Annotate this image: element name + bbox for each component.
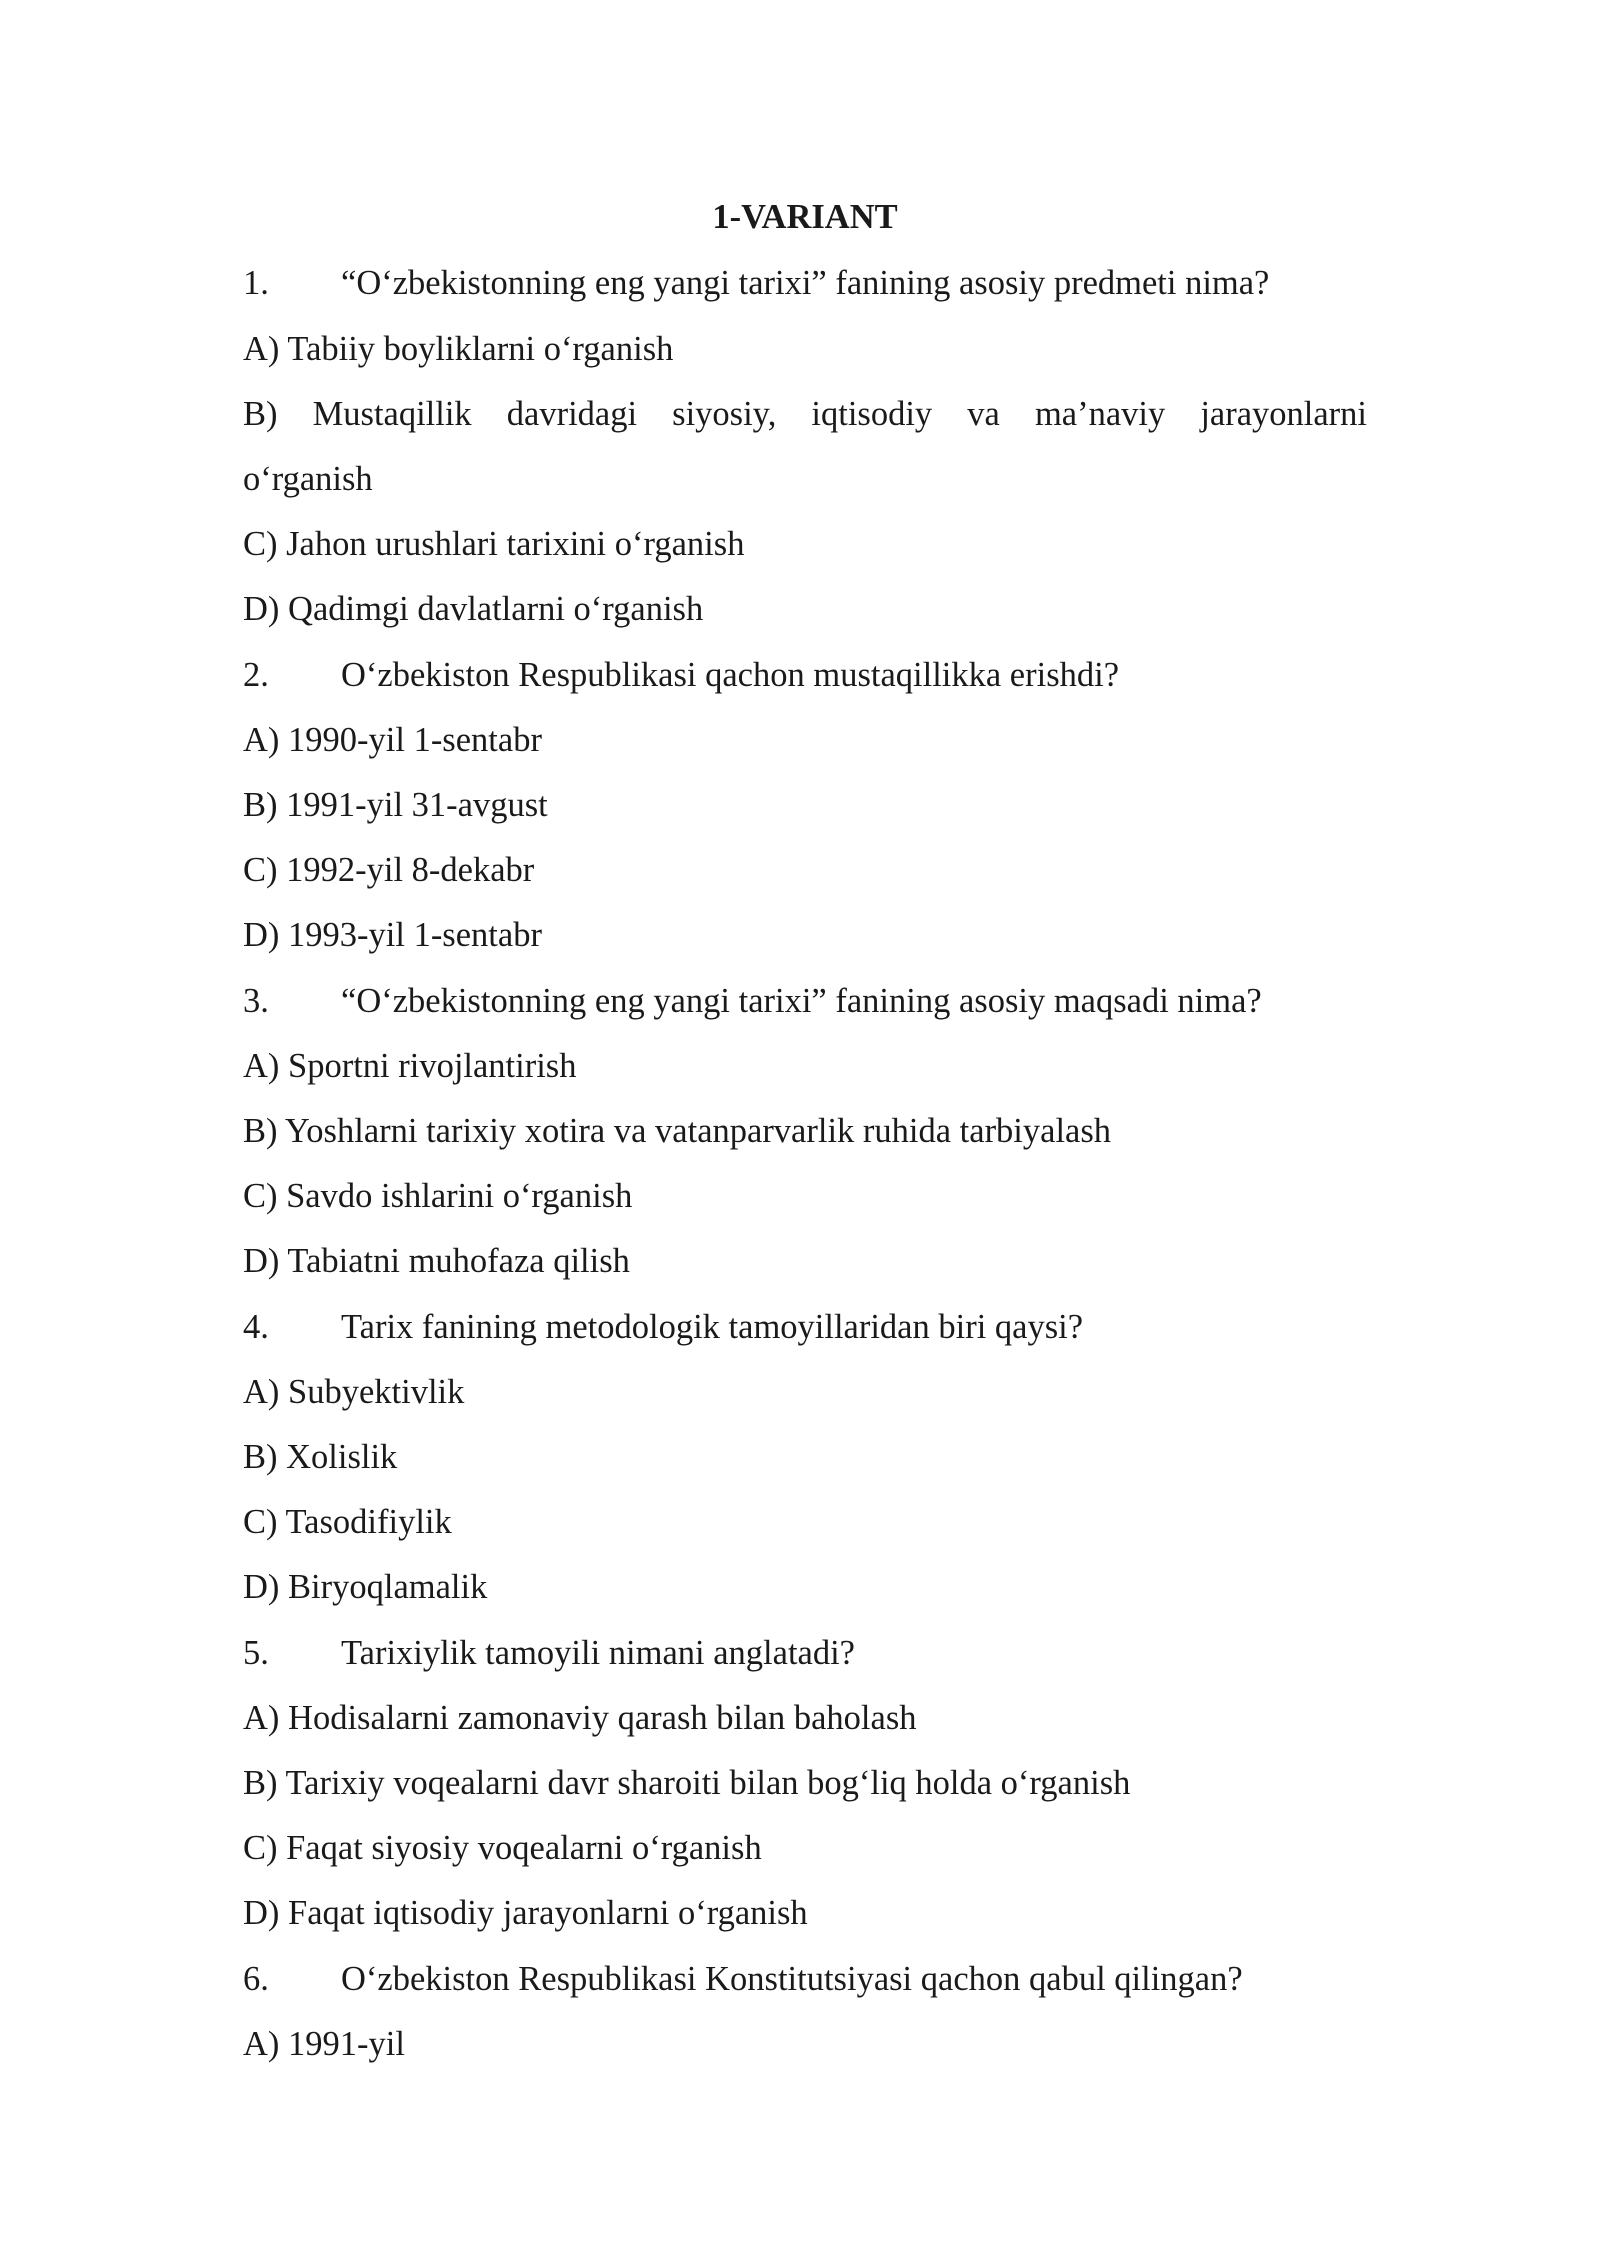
question-text: Tarix fanining metodologik tamoyillaridan biri qaysi?	[341, 1308, 1084, 1346]
answer-option-4b: B) Xolislik	[243, 1438, 398, 1476]
question-number: 6.	[243, 1960, 269, 1998]
question-text: Tarixiylik tamoyili nimani anglatadi?	[341, 1634, 855, 1672]
variant-title: 1-VARIANT	[712, 198, 898, 236]
answer-option-3a: A) Sportni rivojlantirish	[243, 1047, 577, 1085]
answer-option-5d: D) Faqat iqtisodiy jarayonlarni o‘rganish	[243, 1894, 808, 1932]
answer-option-5a: A) Hodisalarni zamonaviy qarash bilan baholash	[243, 1699, 917, 1737]
answer-option-2a: A) 1990-yil 1-sentabr	[243, 721, 542, 759]
question-number: 4.	[243, 1308, 269, 1346]
question-text: O‘zbekiston Respublikasi Konstitutsiyasi qachon qabul qilingan?	[341, 1960, 1243, 1998]
question-text: O‘zbekiston Respublikasi qachon mustaqillikka erishdi?	[341, 656, 1120, 694]
answer-option-3b: B) Yoshlarni tarixiy xotira va vatanparvarlik ruhida tarbiyalash	[243, 1112, 1112, 1150]
question-text: “O‘zbekistonning eng yangi tarixi” fanining asosiy predmeti nima?	[341, 264, 1270, 302]
question-number: 3.	[243, 982, 269, 1020]
answer-option-6a: A) 1991-yil	[243, 2025, 405, 2063]
answer-option-2b: B) 1991-yil 31-avgust	[243, 786, 548, 824]
answer-option-5c: C) Faqat siyosiy voqealarni o‘rganish	[243, 1829, 762, 1867]
question-number: 5.	[243, 1634, 269, 1672]
answer-option-1d: D) Qadimgi davlatlarni o‘rganish	[243, 590, 704, 628]
answer-option-3c: C) Savdo ishlarini o‘rganish	[243, 1177, 633, 1215]
question-text: “O‘zbekistonning eng yangi tarixi” fanining asosiy maqsadi nima?	[341, 982, 1262, 1020]
answer-option-3d: D) Tabiatni muhofaza qilish	[243, 1242, 630, 1280]
answer-option-5b: B) Tarixiy voqealarni davr sharoiti bilan bog‘liq holda o‘rganish	[243, 1764, 1131, 1802]
answer-option-1a: A) Tabiiy boyliklarni o‘rganish	[243, 330, 674, 368]
answer-option-1b-continued: o‘rganish	[243, 460, 373, 498]
answer-option-2d: D) 1993-yil 1-sentabr	[243, 916, 542, 954]
answer-option-1c: C) Jahon urushlari tarixini o‘rganish	[243, 525, 745, 563]
answer-option-4a: A) Subyektivlik	[243, 1373, 465, 1411]
question-number: 1.	[243, 264, 269, 302]
question-number: 2.	[243, 656, 269, 694]
answer-option-4d: D) Biryoqlamalik	[243, 1568, 488, 1606]
answer-option-1b: B) Mustaqillik davridagi siyosiy, iqtisodiy va ma’naviy jarayonlarni	[243, 395, 1367, 433]
answer-option-4c: C) Tasodifiylik	[243, 1503, 452, 1541]
answer-option-2c: C) 1992-yil 8-dekabr	[243, 851, 535, 889]
